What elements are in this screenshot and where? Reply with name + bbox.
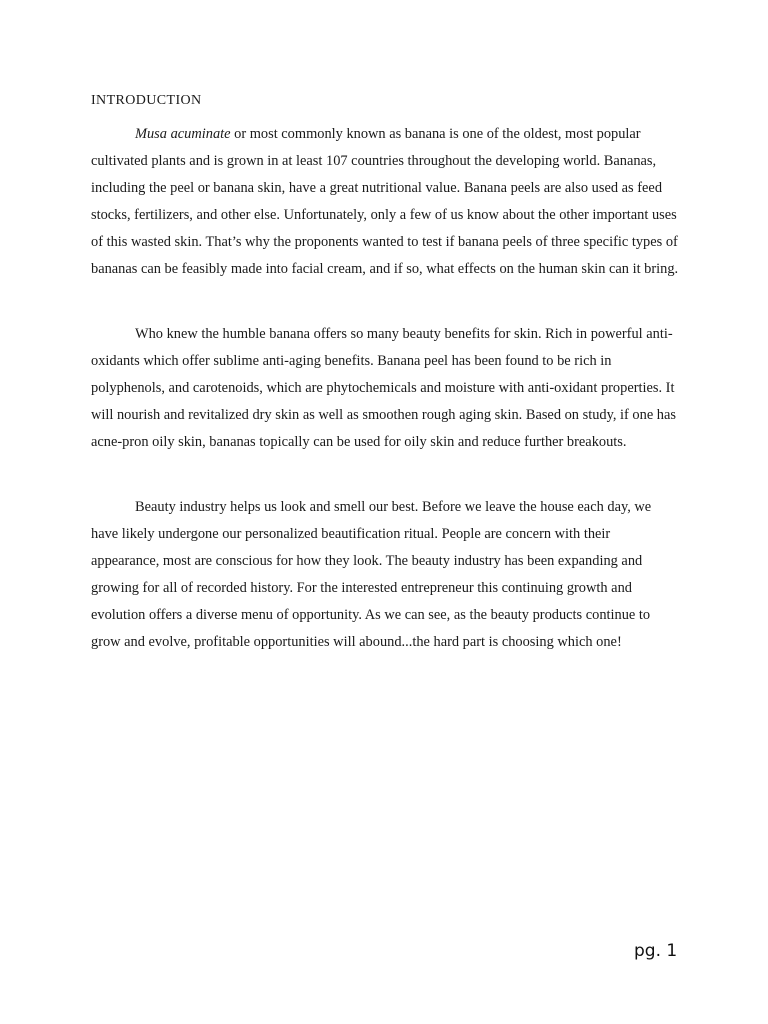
paragraph-2: Who knew the humble banana offers so many beauty benefits for skin. Rich in powerful anti-oxidants which offer sublime anti-aging benefits. Banana peel has been found to be rich in polyphenols, and carotenoids, which are phytochemicals and moisture with anti-oxidant properties. It will nourish and revitalized dry skin as well as smoothen rough aging skin. Based on study, if one has acne-pron oily skin, bananas topically can be used for oily skin and reduce further breakouts. — [91, 326, 676, 450]
paragraph-1-text: or most commonly known as banana is one of the oldest, most popular cultivated plants and is grown in at least 107 countries throughout the developing world. Bananas, including the peel or banana skin, have a great nutritional value. Banana peels are also used as feed stocks, fertilizers, and other else. Unfortunately, only a few of us know about the other important uses of this wasted skin. That’s why the proponents wanted to test if banana peels of three specific types of bananas can be feasibly made into facial cream, and if so, what effects on the human skin can it bring. — [91, 126, 679, 277]
section-heading: INTRODUCTION — [91, 93, 202, 108]
page-number: pg. 1 — [634, 941, 678, 961]
species-name: Musa acuminate — [135, 126, 231, 142]
paragraph-3: Beauty industry helps us look and smell our best. Before we leave the house each day, we have likely undergone our personalized beautification ritual. People are concern with their appearance, most are conscious for how they look. The beauty industry has been expanding and growing for all of recorded history. For the interested entrepreneur this continuing growth and evolution offers a diverse menu of opportunity. As we can see, as the beauty products continue to grow and evolve, profitable opportunities will abound...the hard part is choosing which one! — [91, 499, 652, 650]
paragraph-1 — [91, 121, 681, 283]
